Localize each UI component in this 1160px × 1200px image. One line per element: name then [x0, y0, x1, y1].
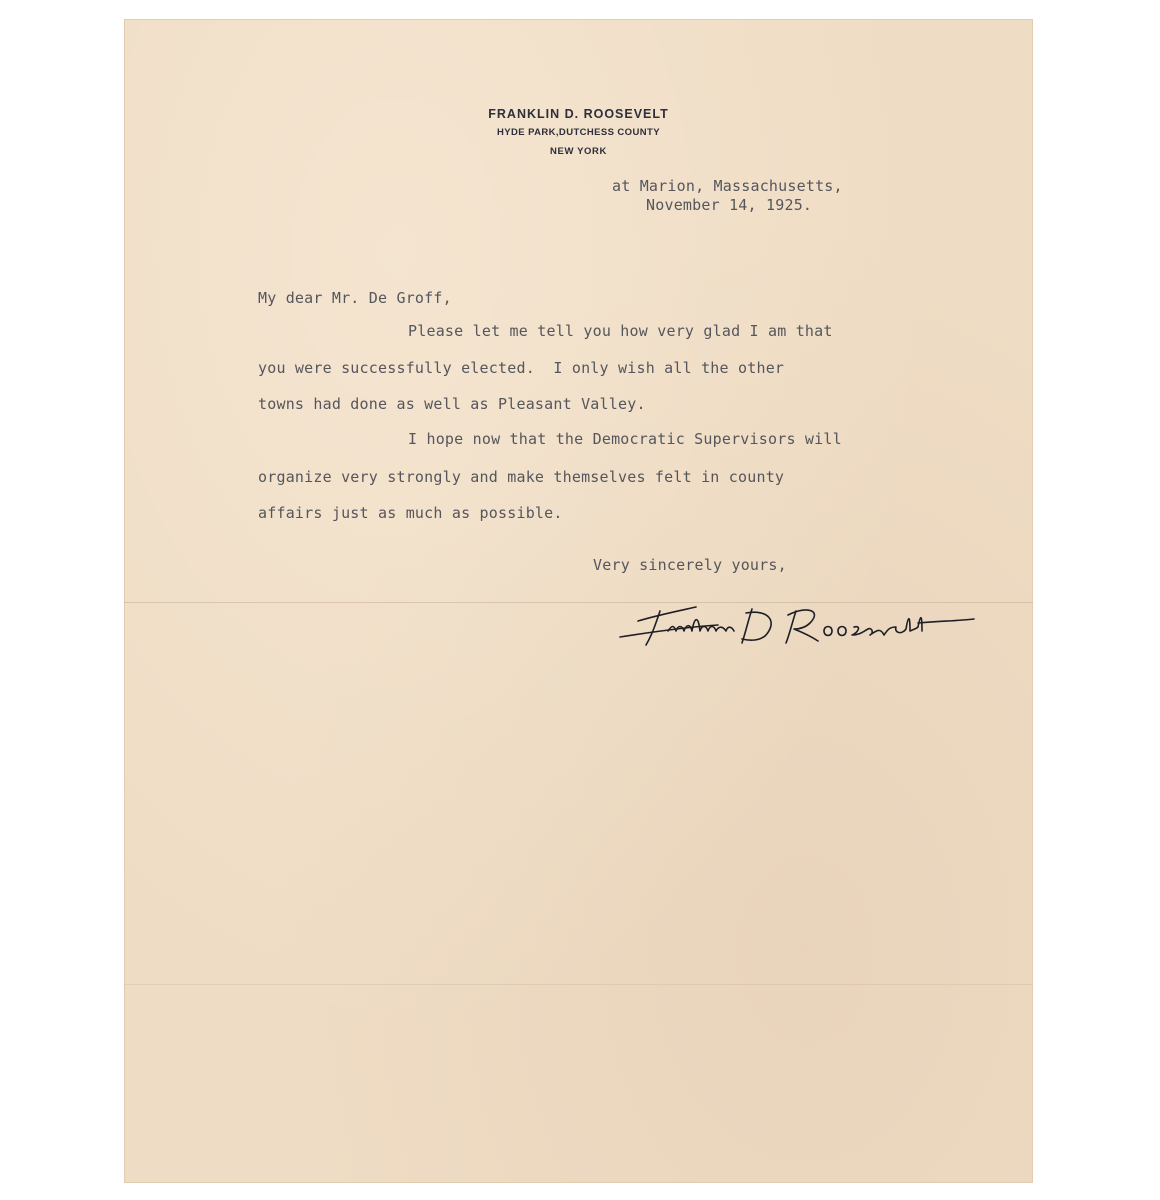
closing: Very sincerely yours, — [593, 556, 787, 574]
salutation: My dear Mr. De Groff, — [258, 289, 452, 307]
body-line: you were successfully elected. I only wish all the other — [258, 359, 785, 377]
body-line: Please let me tell you how very glad I am that — [408, 322, 833, 340]
body-line: I hope now that the Democratic Supervisors will — [408, 430, 842, 448]
body-line: towns had done as well as Pleasant Valley. — [258, 395, 646, 413]
dateline-place: at Marion, Massachusetts, — [612, 177, 843, 195]
letterhead-address: HYDE PARK,DUTCHESS COUNTY — [497, 127, 660, 138]
signature — [618, 591, 978, 651]
letterhead-name: FRANKLIN D. ROOSEVELT — [488, 107, 669, 121]
letterhead-state: NEW YORK — [550, 146, 607, 157]
body-line: organize very strongly and make themselves felt in county — [258, 468, 785, 486]
fold-crease — [124, 984, 1033, 985]
dateline-date: November 14, 1925. — [646, 196, 813, 214]
body-line: affairs just as much as possible. — [258, 504, 563, 522]
letter-page — [124, 19, 1033, 1183]
